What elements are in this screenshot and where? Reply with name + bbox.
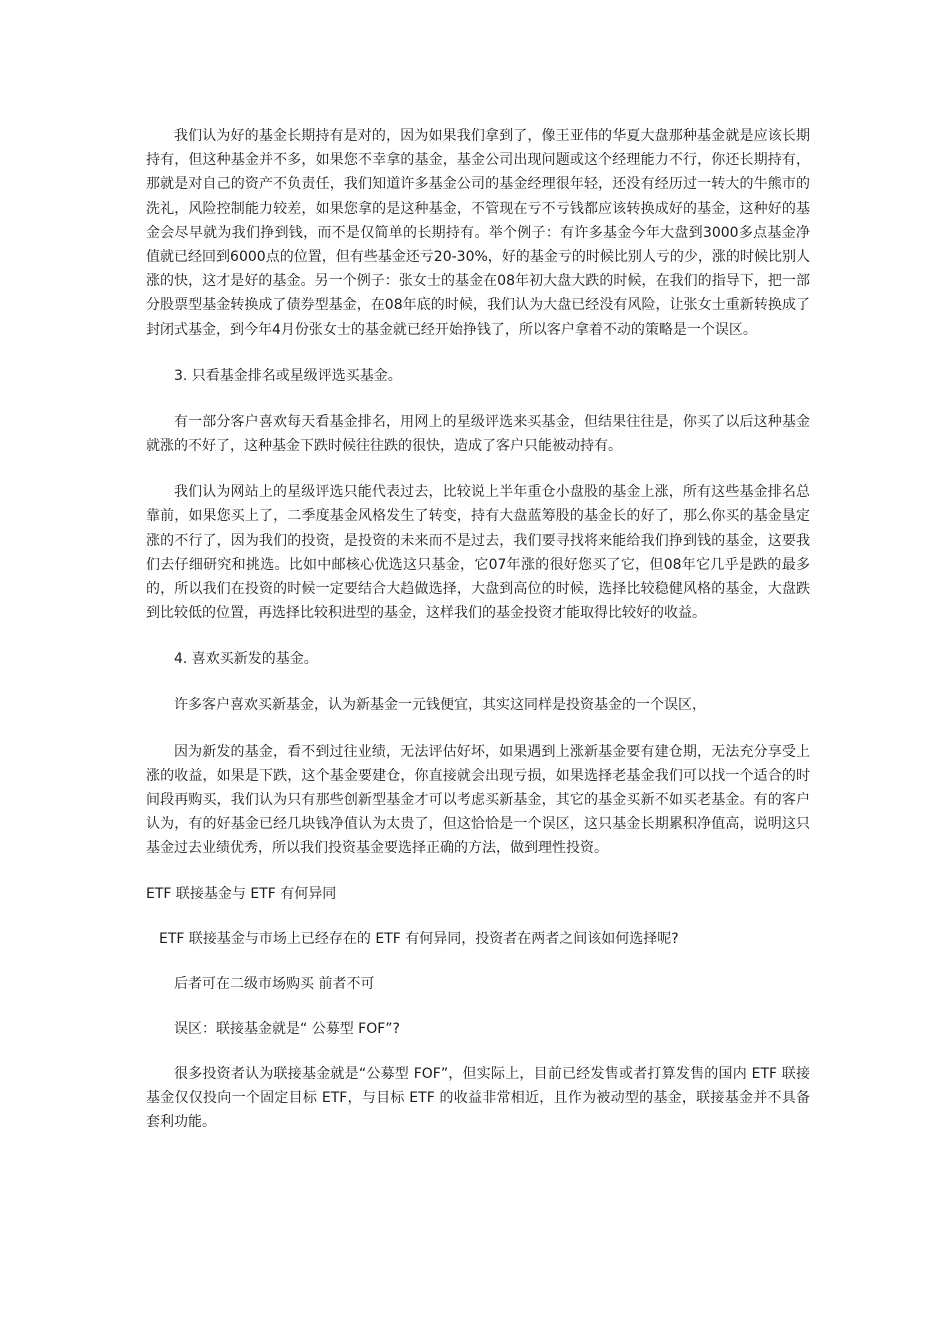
paragraph-fof-explanation: 很多投资者认为联接基金就是“公募型 FOF”，但实际上，目前已经发售或者打算发售的国内 ETF 联接基金仅仅投向一个固定目标 ETF，与目标 ETF 的收益非常相近，且作为被动型的基金，联接基金并不具备套利功能。 bbox=[146, 1065, 810, 1131]
paragraph-long-term-holding: 我们认为好的基金长期持有是对的，因为如果我们拿到了，像王亚伟的华夏大盘那种基金就是应该长期持有，但这种基金并不多，如果您不幸拿的基金，基金公司出现问题或这个经理能力不行，你还长期持有，那就是对自己的资产不负责任，我们知道许多基金公司的基金经理很年轻，还没有经历过一转大的牛熊市的洗礼，风险控制能力较差，如果您拿的是这种基金，不管现在亏不亏钱都应该转换成好的基金，这种好的基金会尽早就为我们挣到钱，而不是仅简单的长期持有。举个例子：有许多基金今年大盘到3000多点基金净值就已经回到6000点的位置，但有些基金还亏20-30%，好的基金亏的时候比别人亏的少，涨的时候比别人涨的快，这才是好的基金。另一个例子：张女士的基金在08年初大盘大跌的时候，在我们的指导下，把一部分股票型基金转换成了债券型基金，在08年底的时候，我们认为大盘已经没有风险，让张女士重新转换成了封闭式基金，到今年4月份张女士的基金就已经开始挣钱了，所以客户拿着不动的策略是一个误区。 bbox=[146, 128, 810, 338]
paragraph-ranking-habit: 有一部分客户喜欢每天看基金排名，用网上的星级评选来买基金，但结果往往是，你买了以后这种基金就涨的不好了，这种基金下跌时候往往跌的很快，造成了客户只能被动持有。 bbox=[146, 413, 810, 455]
heading-etf-linked: ETF 联接基金与 ETF 有何异同 bbox=[146, 885, 337, 902]
paragraph-secondary-market: 后者可在二级市场购买 前者不可 bbox=[174, 975, 375, 992]
paragraph-etf-question: ETF 联接基金与市场上已经存在的 ETF 有何异同，投资者在两者之间该如何选择呢? bbox=[159, 930, 679, 947]
heading-fof-misconception: 误区：联接基金就是“ 公募型 FOF”? bbox=[174, 1020, 400, 1037]
paragraph-star-rating: 我们认为网站上的星级评选只能代表过去，比较说上半年重仓小盘股的基金上涨，所有这些基金排名总靠前，如果您买上了，二季度基金风格发生了转变，持有大盘蓝筹股的基金长的好了，那么你买的基金垦定涨的不行了，因为我们的投资，是投资的未来而不是过去，我们要寻找将来能给我们挣到钱的基金，这要我们去仔细研究和挑选。比如中邮核心优选这只基金，它07年涨的很好您买了它，但08年它几乎是跌的最多的，所以我们在投资的时候一定要结合大趋做选择，大盘到高位的时候，选择比较稳健风格的基金，大盘跌到比较低的位置，再选择比较积进型的基金，这样我们的基金投资才能取得比较好的收益。 bbox=[146, 484, 810, 622]
paragraph-new-fund-misconception: 许多客户喜欢买新基金，认为新基金一元钱便宜，其实这同样是投资基金的一个误区， bbox=[174, 697, 706, 714]
document-body bbox=[146, 124, 810, 1134]
heading-ranking: 3. 只看基金排名或星级评选买基金。 bbox=[174, 367, 402, 384]
paragraph-new-fund-reasons: 因为新发的基金，看不到过往业绩，无法评估好坏，如果遇到上涨新基金要有建仓期，无法充分享受上涨的收益，如果是下跌，这个基金要建仓，你直接就会出现亏损，如果选择老基金我们可以找一个适合的时间段再购买，我们认为只有那些创新型基金才可以考虑买新基金，其它的基金买新不如买老基金。有的客户认为，有的好基金已经几块钱净值认为太贵了，但这恰恰是一个误区，这只基金长期累积净值高，说明这只基金过去业绩优秀，所以我们投资基金要选择正确的方法，做到理性投资。 bbox=[146, 743, 810, 857]
heading-new-funds: 4. 喜欢买新发的基金。 bbox=[174, 651, 318, 668]
